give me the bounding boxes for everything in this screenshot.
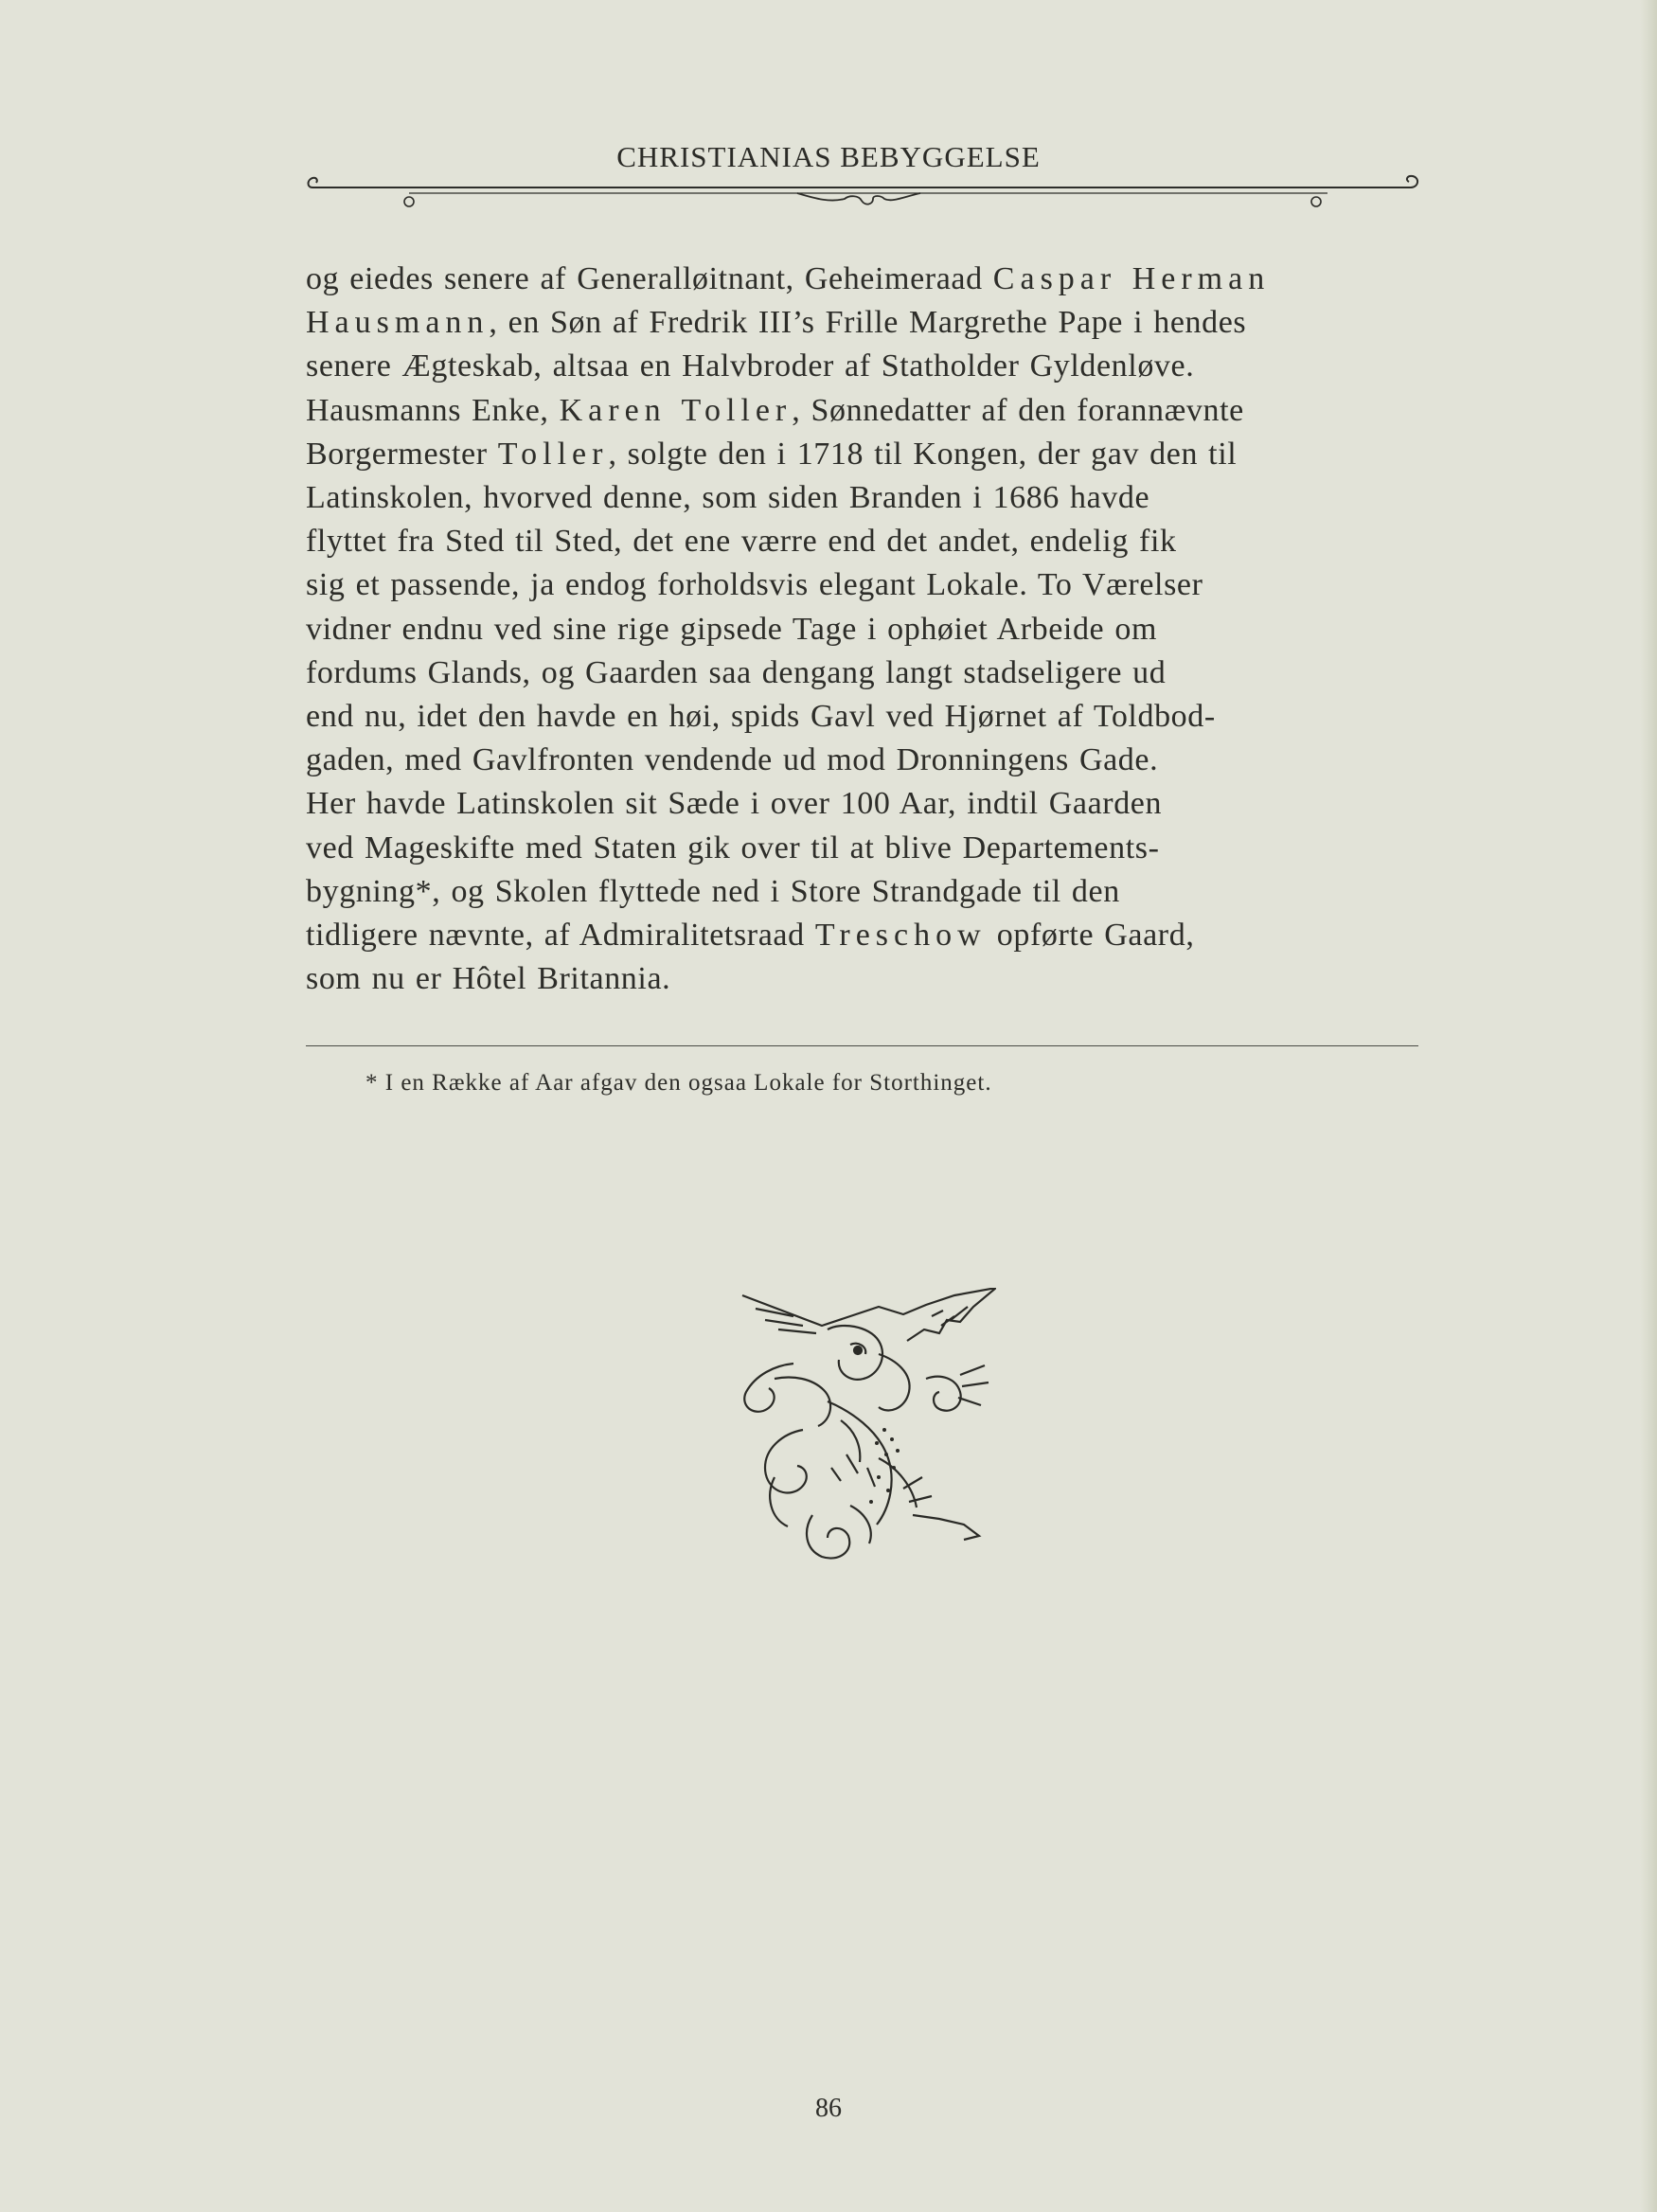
text-line: senere Ægteskab, altsaa en Halvbroder af Statholder Gyldenløve. [306,348,1195,384]
body-text [306,258,1420,1001]
text-line: gaden, med Gavlfronten vendende ud mod Dronningens Gade. [306,742,1159,778]
text-run: , Sønnedatter af den forannævnte [792,392,1244,428]
running-head-title: CHRISTIANIAS BEBYGGELSE [616,140,1041,173]
page-edge [1640,0,1657,2212]
person-name: Toller [497,436,609,472]
text-line [306,389,1420,433]
footnote: * I en Række af Aar afgav den ogsaa Lokale for Storthinget. [365,1070,992,1096]
header-ornamental-rule-icon [305,159,1422,216]
text-line: som nu er Hôtel Britannia. [306,961,671,997]
footnote-divider [306,1045,1418,1046]
text-line [306,301,1420,345]
person-name: Karen Toller [559,392,793,428]
text-line: vidner endnu ved sine rige gipsede Tage i ophøiet Arbeide om [306,611,1157,647]
text-run: , solgte den i 1718 til Kongen, der gav den til [608,436,1238,472]
text-line: flyttet fra Sted til Sted, det ene værre end det andet, endelig fik [306,524,1177,560]
text-line [306,914,1420,957]
person-name: Caspar Herman [992,261,1271,296]
person-name: Treschow [814,918,987,954]
text-line [306,433,1420,476]
text-run: , en Søn af Fredrik III’s Frille Margrethe Pape i hendes [489,305,1247,341]
text-line [306,258,1420,301]
page-number: 86 [815,2094,842,2123]
text-line: bygning*, og Skolen flyttede ned i Store Strandgade til den [306,873,1120,909]
text-run: Borgermester [306,436,498,472]
dragon-vignette-icon [737,1288,996,1562]
text-line: sig et passende, ja endog forholdsvis elegant Lokale. To Værelser [306,567,1203,603]
text-line: Latinskolen, hvorved denne, som siden Branden i 1686 havde [306,480,1150,516]
person-name: Hausmann [306,305,490,341]
text-line: ved Mageskifte med Staten gik over til at blive Departements- [306,830,1160,865]
text-run: Hausmanns Enke, [306,392,560,428]
text-line: end nu, idet den havde en høi, spids Gavl ved Hjørnet af Toldbod- [306,699,1216,735]
text-run: tidligere nævnte, af Admiralitetsraad [306,918,815,954]
text-line: Her havde Latinskolen sit Sæde i over 100 Aar, indtil Gaarden [306,786,1163,822]
text-run: opførte Gaard, [986,918,1195,954]
text-run: og eiedes senere af Generalløitnant, Geheimeraad [306,261,993,296]
text-line: fordums Glands, og Gaarden saa dengang langt stadseligere ud [306,654,1167,690]
